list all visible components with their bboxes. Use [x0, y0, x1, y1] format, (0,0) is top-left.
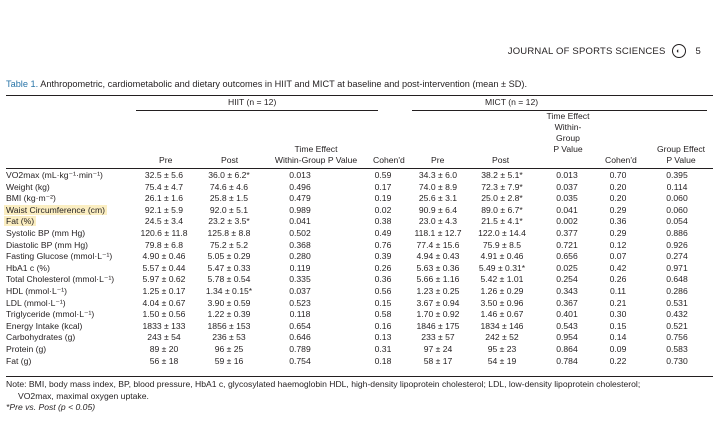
hiit-cohen-cell: 0.02: [374, 204, 392, 215]
hiit-p-value-cell: 0.368: [289, 239, 311, 250]
mict-p-value-cell: 0.543: [556, 320, 578, 331]
hiit-post-cell: 3.90 ± 0.59: [207, 297, 251, 308]
row-label: [6, 205, 107, 215]
hiit-p-value-cell: 0.754: [289, 355, 311, 366]
hiit-p-value-cell: 0.041: [289, 216, 311, 227]
hiit-post-cell: 1.34 ± 0.15*: [205, 286, 253, 296]
mict-cohen-cell: 0.07: [609, 251, 627, 262]
hiit-p-value-cell: 0.496: [289, 181, 311, 192]
tf-logo-icon: ◐: [672, 44, 686, 58]
group-p-value-cell: 0.730: [666, 355, 688, 366]
mict-cohen-cell: 0.22: [609, 355, 627, 366]
mict-p-value-cell: 0.037: [556, 181, 578, 192]
group-p-value-cell: 0.756: [666, 332, 688, 343]
mict-pre-cell: 90.9 ± 6.4: [418, 204, 458, 215]
mict-p-value-cell: 0.864: [556, 344, 578, 354]
group-p-value-cell: 0.060: [666, 193, 688, 204]
mict-pre-cell: 58 ± 17: [423, 355, 453, 366]
mict-pre-cell: 25.6 ± 3.1: [418, 193, 458, 204]
mict-p-value-cell: 0.025: [556, 262, 578, 273]
group-effect-line1: Group Effect: [656, 144, 706, 154]
mict-pre-cell: 1.70 ± 0.92: [416, 309, 460, 320]
row-label: Systolic BP (mm Hg): [6, 228, 86, 238]
row-label: LDL (mmol·L⁻¹): [6, 297, 66, 308]
mict-p-value-cell: 0.002: [556, 216, 578, 227]
hiit-pre-cell: 1.50 ± 0.56: [142, 309, 186, 320]
hiit-p-value-cell: 0.013: [289, 170, 311, 180]
table-caption-text: Anthropometric, cardiometabolic and dietary outcomes in HIIT and MICT at baseline and post-intervention (mean ± SD).: [38, 79, 528, 89]
hiit-p-value-cell: 0.479: [289, 193, 311, 204]
mict-cohen-cell: 0.12: [609, 239, 627, 250]
mict-p-value-cell: 0.721: [556, 239, 578, 250]
row-label: Diastolic BP (mm Hg): [6, 239, 88, 250]
hiit-cohen-cell: 0.19: [374, 193, 392, 204]
hiit-post-cell: 36.0 ± 6.2*: [208, 170, 250, 180]
hiit-cohen-cell: 0.31: [374, 344, 392, 354]
hiit-pre-cell: 24.5 ± 3.4: [144, 216, 184, 227]
hiit-post-cell: 75.2 ± 5.2: [209, 239, 249, 250]
hiit-p-value-cell: 0.646: [289, 332, 311, 343]
mict-pre-cell: 23.0 ± 4.3: [418, 216, 458, 227]
table-bottom-rule: [6, 376, 713, 377]
hiit-post-cell: 5.78 ± 0.54: [207, 274, 251, 285]
journal-name: JOURNAL OF SPORTS SCIENCES: [507, 45, 666, 57]
hiit-pre-cell: 4.04 ± 0.67: [142, 297, 186, 308]
group-p-value-cell: 0.531: [666, 297, 688, 308]
mict-post-cell: 3.50 ± 0.96: [480, 297, 524, 308]
group-p-value-cell: 0.114: [666, 181, 688, 192]
hiit-cohen-cell: 0.76: [374, 239, 392, 250]
row-label: HDL (mmol·L⁻¹): [6, 286, 68, 296]
hiit-cohen-cell: 0.58: [374, 309, 392, 320]
row-label: Energy Intake (kcal): [6, 320, 83, 331]
mict-cohen-cell: 0.26: [609, 274, 627, 285]
mict-time-effect-line4: P Value: [553, 144, 583, 154]
mict-cohen-cell: 0.09: [609, 344, 627, 354]
hiit-cohen-cell: 0.16: [374, 320, 392, 331]
hiit-pre-cell: 120.6 ± 11.8: [140, 228, 188, 238]
mict-cohen-cell: 0.20: [609, 181, 627, 192]
mict-pre-cell: 3.67 ± 0.94: [416, 297, 460, 308]
mict-post-cell: 5.49 ± 0.31*: [478, 262, 526, 273]
mict-cohen-cell: 0.29: [609, 204, 627, 215]
hiit-cohen-cell: 0.17: [374, 181, 392, 192]
hiit-p-value-cell: 0.119: [289, 262, 311, 273]
hiit-post-cell: 23.2 ± 3.5*: [208, 216, 250, 227]
running-header: [508, 44, 701, 58]
row-label: [6, 216, 36, 226]
hiit-pre-cell: 26.1 ± 1.6: [144, 193, 184, 204]
mict-post-cell: 21.5 ± 4.1*: [481, 216, 523, 227]
hiit-pre-cell: 75.4 ± 4.7: [144, 181, 184, 192]
note-line-1: Note: BMI, body mass index, BP, blood pressure, HbA1 c, glycosylated haemoglobin HDL, high-density lipoprotein cholesterol; LDL, low-density lipoprotein cholesterol;: [6, 379, 641, 389]
group-p-value-cell: 0.648: [666, 274, 688, 285]
mict-pre-cell: 1846 ± 175: [416, 320, 460, 331]
mict-cohen-cell: 0.70: [609, 170, 627, 180]
hiit-post-cell: 236 ± 53: [212, 332, 246, 343]
row-label: Protein (g): [6, 344, 47, 354]
group-p-value-cell: 0.054: [666, 216, 688, 227]
hiit-group-header: HIIT (n = 12): [228, 97, 277, 107]
row-label: Fasting Glucose (mmol·L⁻¹): [6, 251, 113, 262]
mict-cohen-cell: 0.15: [609, 320, 627, 331]
mict-pre-cell: 118.1 ± 12.7: [414, 228, 462, 238]
hiit-p-value-cell: 0.502: [289, 228, 311, 238]
hiit-p-value-cell: 0.280: [289, 251, 311, 262]
mict-pre-cell: 34.3 ± 6.0: [418, 170, 458, 180]
group-p-value-cell: 0.395: [666, 170, 688, 180]
group-effect-line2: P Value: [666, 155, 696, 165]
mict-pre-cell: 74.0 ± 8.9: [418, 181, 458, 192]
mict-p-value-cell: 0.377: [556, 228, 578, 238]
note-footnote-text: *Pre vs. Post (p < 0.05): [6, 402, 96, 412]
mict-p-value-cell: 0.401: [556, 309, 578, 320]
row-label: Triglyceride (mmol·L⁻¹): [6, 309, 95, 320]
row-label: HbA1 c (%): [6, 262, 50, 273]
hiit-pre-header: Pre: [159, 155, 173, 165]
hiit-cohen-cell: 0.38: [374, 216, 392, 227]
hiit-time-effect-line1: Time Effect: [294, 144, 338, 154]
group-p-value-cell: 0.971: [666, 262, 688, 273]
mict-pre-cell: 77.4 ± 15.6: [416, 239, 460, 250]
hiit-pre-cell: 79.8 ± 6.8: [144, 239, 184, 250]
hiit-cohen-cell: 0.15: [374, 297, 392, 308]
mict-time-effect-line1: Time Effect: [546, 111, 590, 121]
hiit-cohen-cell: 0.26: [374, 262, 392, 273]
hiit-pre-cell: 4.90 ± 0.46: [142, 251, 186, 262]
mict-post-cell: 4.91 ± 0.46: [480, 251, 524, 262]
hiit-p-value-cell: 0.335: [289, 274, 311, 285]
hiit-p-value-cell: 0.989: [289, 204, 311, 215]
mict-cohen-cell: 0.11: [609, 286, 627, 296]
mict-post-cell: 122.0 ± 14.4: [478, 228, 526, 238]
mict-cohen-cell: 0.42: [609, 262, 627, 273]
group-p-value-cell: 0.521: [666, 320, 688, 331]
hiit-pre-cell: 1.25 ± 0.17: [142, 286, 186, 296]
hiit-cohen-cell: 0.36: [374, 274, 392, 285]
page-number: 5: [695, 45, 701, 57]
hiit-pre-cell: 56 ± 18: [149, 355, 179, 366]
mict-p-value-cell: 0.367: [556, 297, 578, 308]
hiit-pre-cell: 92.1 ± 5.9: [144, 204, 184, 215]
hiit-cohen-cell: 0.18: [374, 355, 392, 366]
hiit-pre-cell: 1833 ± 133: [142, 320, 186, 331]
mict-pre-cell: 5.63 ± 0.36: [416, 262, 460, 273]
mict-cohen-cell: 0.21: [609, 297, 627, 308]
mict-p-value-cell: 0.254: [556, 274, 578, 285]
row-label: Fat (g): [6, 355, 32, 366]
table-notes: [6, 379, 640, 414]
mict-cohen-cell: 0.30: [609, 309, 627, 320]
row-label: Carbohydrates (g): [6, 332, 76, 343]
row-label: BMI (kg·m⁻²): [6, 193, 56, 204]
mict-p-value-cell: 0.343: [556, 286, 578, 296]
hiit-post-cell: 125.8 ± 8.8: [207, 228, 251, 238]
note-line-2: VO2max, maximal oxygen uptake.: [18, 390, 149, 401]
group-p-value-cell: 0.886: [666, 228, 688, 238]
mict-p-value-cell: 0.035: [556, 193, 578, 204]
mict-post-cell: 5.42 ± 1.01: [480, 274, 524, 285]
hiit-post-cell: 5.05 ± 0.29: [207, 251, 251, 262]
row-label: Total Cholesterol (mmol·L⁻¹): [6, 274, 115, 285]
group-p-value-cell: 0.274: [666, 251, 688, 262]
mict-p-value-cell: 0.013: [556, 170, 578, 180]
hiit-cohen-cell: 0.13: [374, 332, 392, 343]
hiit-post-header: Post: [221, 155, 239, 165]
mict-p-value-cell: 0.656: [556, 251, 578, 262]
mict-cohen-cell: 0.36: [609, 216, 627, 227]
mict-post-cell: 1.26 ± 0.29: [480, 286, 524, 296]
hiit-post-cell: 74.6 ± 4.6: [209, 181, 249, 192]
hiit-time-effect-header: [266, 144, 366, 166]
mict-time-effect-line2: Within-: [554, 122, 582, 132]
hiit-cohen-header: Cohen'd: [373, 155, 405, 165]
mict-cohen-cell: 0.14: [609, 332, 627, 343]
hiit-p-value-cell: 0.523: [289, 297, 311, 308]
group-p-value-cell: 0.286: [666, 286, 688, 296]
note-footnote: [6, 402, 640, 414]
group-p-value-cell: 0.926: [666, 239, 688, 250]
hiit-p-value-cell: 0.118: [289, 309, 311, 320]
mict-pre-header: Pre: [431, 155, 445, 165]
hiit-pre-cell: 243 ± 54: [147, 332, 181, 343]
mict-post-cell: 95 ± 23: [487, 344, 517, 354]
mict-post-cell: 54 ± 19: [487, 355, 517, 366]
mict-time-effect-line3: Group: [556, 133, 580, 143]
mict-p-value-cell: 0.954: [556, 332, 578, 343]
highlighted-label: Waist Circumference (cm): [6, 204, 105, 215]
table-label: Table 1.: [6, 79, 39, 89]
hiit-p-value-cell: 0.789: [289, 344, 311, 354]
hiit-group-rule: [136, 110, 378, 111]
mict-post-cell: 38.2 ± 5.1*: [481, 170, 523, 180]
group-p-value-cell: 0.432: [666, 309, 688, 320]
hiit-post-cell: 1856 ± 153: [207, 320, 251, 331]
mict-post-cell: 1.46 ± 0.67: [480, 309, 524, 320]
mict-post-cell: 1834 ± 146: [480, 320, 524, 331]
hiit-p-value-cell: 0.037: [289, 286, 311, 296]
group-p-value-cell: 0.060: [666, 204, 688, 215]
hiit-cohen-cell: 0.49: [374, 228, 392, 238]
hiit-cohen-cell: 0.59: [374, 170, 392, 180]
mict-post-cell: 75.9 ± 8.5: [482, 239, 522, 250]
mict-pre-cell: 1.23 ± 0.25: [416, 286, 460, 296]
hiit-pre-cell: 5.97 ± 0.62: [142, 274, 186, 285]
mict-pre-cell: 233 ± 57: [421, 332, 455, 343]
mict-cohen-cell: 0.29: [609, 228, 627, 238]
header-bottom-rule: [6, 168, 713, 169]
hiit-time-effect-line2: Within-Group P Value: [274, 155, 358, 165]
mict-pre-cell: 5.66 ± 1.16: [416, 274, 460, 285]
table-caption: [6, 79, 527, 89]
hiit-pre-cell: 32.5 ± 5.6: [144, 170, 184, 180]
hiit-p-value-cell: 0.654: [289, 320, 311, 331]
highlighted-label: Fat (%): [6, 216, 35, 227]
table-top-rule: [6, 95, 713, 96]
mict-post-cell: 25.0 ± 2.8*: [481, 193, 523, 204]
mict-time-effect-header: [535, 111, 601, 155]
mict-cohen-cell: 0.20: [609, 193, 627, 204]
mict-pre-cell: 97 ± 24: [423, 344, 453, 354]
mict-post-cell: 72.3 ± 7.9*: [481, 181, 523, 192]
mict-p-value-cell: 0.784: [556, 355, 578, 366]
mict-post-cell: 242 ± 52: [485, 332, 519, 343]
group-effect-header: [648, 144, 714, 166]
row-label: VO2max (mL·kg⁻¹·min⁻¹): [6, 170, 103, 180]
hiit-post-cell: 92.0 ± 5.1: [209, 204, 249, 215]
mict-post-cell: 89.0 ± 6.7*: [481, 204, 523, 215]
mict-cohen-header: Cohen'd: [605, 155, 637, 165]
hiit-post-cell: 25.8 ± 1.5: [209, 193, 249, 204]
hiit-post-cell: 59 ± 16: [214, 355, 244, 366]
hiit-post-cell: 1.22 ± 0.39: [207, 309, 251, 320]
mict-p-value-cell: 0.041: [556, 204, 578, 215]
mict-post-header: Post: [492, 155, 510, 165]
hiit-pre-cell: 5.57 ± 0.44: [142, 262, 186, 273]
hiit-post-cell: 96 ± 25: [214, 344, 244, 354]
group-p-value-cell: 0.583: [666, 344, 688, 354]
hiit-pre-cell: 89 ± 20: [149, 344, 179, 354]
mict-group-header: MICT (n = 12): [485, 97, 539, 107]
mict-pre-cell: 4.94 ± 0.43: [416, 251, 460, 262]
hiit-cohen-cell: 0.39: [374, 251, 392, 262]
row-label: Weight (kg): [6, 181, 50, 192]
hiit-cohen-cell: 0.56: [374, 286, 392, 296]
hiit-post-cell: 5.47 ± 0.33: [207, 262, 251, 273]
